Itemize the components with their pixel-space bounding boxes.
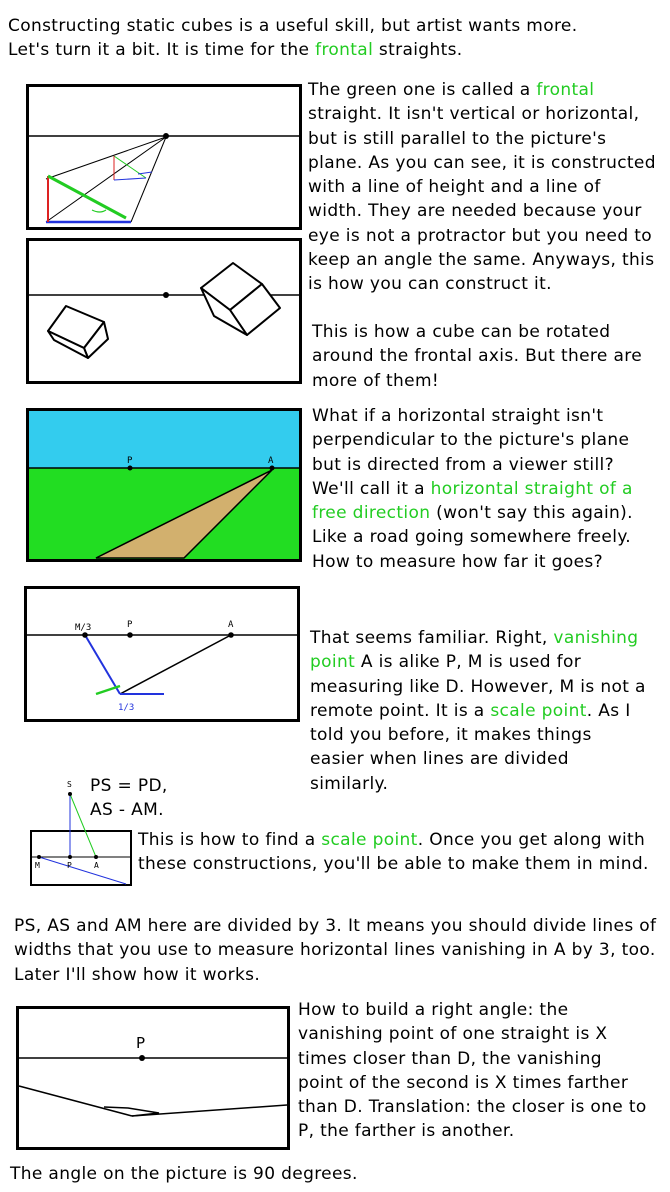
point-a-marker bbox=[270, 466, 275, 471]
right-angle-text: How to build a right angle: the vanishing point of one straight is X times closer than D, the vanishing point of the second is X times farther than D. Translation: the closer is one to P, the farther is another. bbox=[298, 1000, 647, 1142]
measure-drawing bbox=[24, 586, 300, 722]
frontal-expl-term: frontal bbox=[536, 80, 595, 100]
free-text-a: What if a horizontal straight isn't perpendicular to the picture's plane but is directed from a viewer still? We'll call it a bbox=[312, 406, 630, 499]
measure-label-p: P bbox=[127, 620, 133, 630]
intro-frontal-term: frontal bbox=[315, 40, 374, 60]
point-p-marker bbox=[128, 466, 133, 471]
conclusion-text: The angle on the picture is 90 degrees. bbox=[10, 1164, 358, 1184]
frontal-construction-drawing bbox=[26, 84, 302, 230]
free-text-b: (won't say this again). Like a road going somewhere freely. How to measure how far it goes? bbox=[312, 503, 633, 572]
measure-label-a: A bbox=[228, 620, 234, 630]
rotated-cubes-drawing bbox=[26, 238, 302, 384]
right-angle-label-p: P bbox=[136, 1034, 146, 1052]
intro-line-2-a: Let's turn it a bit. It is time for the bbox=[8, 40, 316, 60]
familiar-term-sp: scale point bbox=[490, 700, 587, 721]
free-direction-text bbox=[312, 404, 652, 574]
familiar-c: . As I told you before, it makes things easier when lines are divided similarly. bbox=[310, 700, 631, 794]
right-angle-drawing bbox=[16, 1006, 290, 1150]
formula-line-2: AS - AM. bbox=[90, 800, 164, 820]
familiar-a: That seems familiar. Right, bbox=[310, 628, 554, 648]
road-label-a: A bbox=[268, 456, 274, 466]
scale-a: This is how to find a bbox=[138, 830, 322, 850]
scale-term: scale point bbox=[321, 830, 418, 850]
frontal-expl-b: straight. It isn't vertical or horizontal, but is still parallel to the picture's plane. As you can see, it is constructed with a line of height and a line of width. They are needed because your eye is not a protractor but you need to keep an angle the same. Anyways, this is how you can construct it. bbox=[308, 104, 656, 295]
familiar-b: A is alike P, M is used for measuring like D. However, M is not a remote point. It is a bbox=[310, 652, 646, 721]
familiar-text bbox=[310, 626, 650, 796]
formula-line-1: PS = PD, bbox=[90, 776, 168, 796]
intro-line-2-c: straights. bbox=[373, 40, 463, 60]
frontal-expl-a: The green one is called a bbox=[308, 80, 537, 100]
measure-label-m3: M/3 bbox=[75, 623, 92, 633]
small-label-m: M bbox=[35, 861, 40, 870]
rotated-cubes-figure bbox=[26, 238, 302, 384]
frontal-construction-figure bbox=[26, 84, 302, 230]
sky-area bbox=[26, 408, 302, 468]
scale-point-text bbox=[138, 828, 660, 877]
road-scene-figure bbox=[26, 408, 302, 562]
measure-figure bbox=[24, 586, 300, 722]
familiar-term-vp: vanishing point bbox=[310, 628, 639, 673]
road-label-p: P bbox=[127, 456, 133, 466]
intro-line-1: Constructing static cubes is a useful skill, but artist wants more. bbox=[8, 16, 578, 36]
small-label-s: S bbox=[67, 780, 72, 789]
road-scene-drawing bbox=[26, 408, 302, 562]
divided-text: PS, AS and AM here are divided by 3. It means you should divide lines of widths that you use to measure horizontal lines vanishing in A by 3, too. Later I'll show how it works. bbox=[14, 916, 657, 985]
frontal-explanation bbox=[308, 78, 658, 297]
measure-label-third: 1/3 bbox=[118, 703, 135, 713]
small-label-a: A bbox=[94, 861, 99, 870]
intro-line-2 bbox=[8, 38, 463, 62]
scale-b: . Once you get along with these constructions, you'll be able to make them in mind. bbox=[138, 830, 649, 875]
small-label-p: P bbox=[67, 861, 72, 870]
rotate-caption: This is how a cube can be rotated around the frontal axis. But there are more of them! bbox=[312, 322, 643, 391]
right-angle-figure bbox=[16, 1006, 290, 1150]
free-text-term: horizontal straight of a free direction bbox=[312, 478, 633, 524]
